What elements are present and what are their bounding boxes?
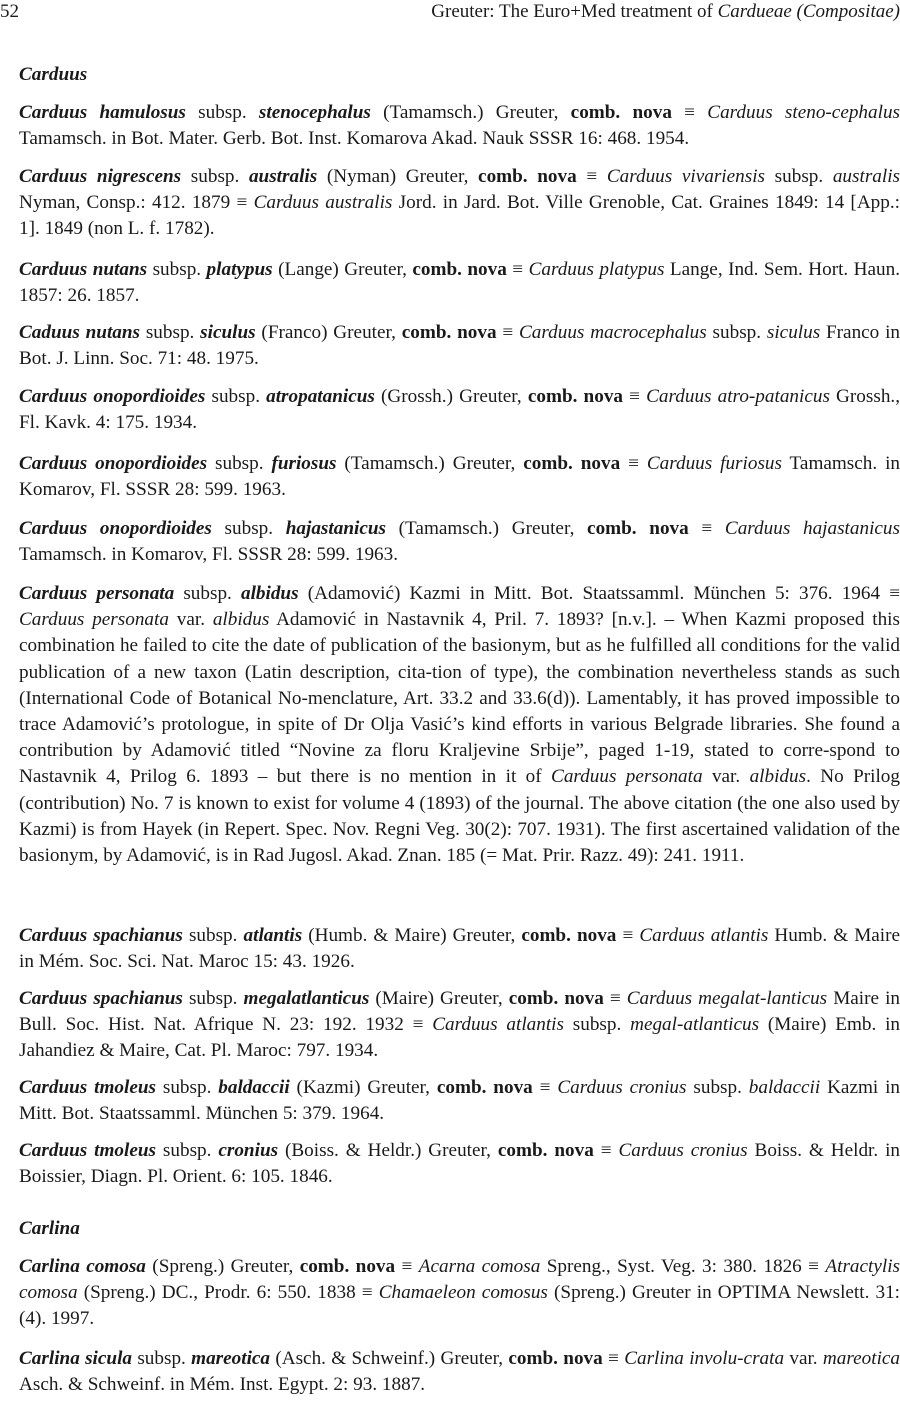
text-run: Humb. & Maire in Mém. Soc. Sci. Nat. Maroc 15: 43. 1926. [19, 925, 900, 973]
comb-nova-label: comb. nova [587, 518, 689, 539]
text-run: ≡ [593, 1140, 619, 1161]
text-run: (Franco) Greuter, [255, 322, 402, 343]
nomenclature-entry [19, 923, 900, 975]
italic-name: Carduus steno-cephalus [707, 102, 900, 123]
text-run: (Humb. & Maire) Greuter, [302, 925, 522, 946]
text-run: (Grossh.) Greuter, [374, 386, 528, 407]
italic-name: Carduus vivariensis [606, 166, 766, 187]
text-run: Franco in Bot. J. Linn. Soc. 71: 48. 1975. [19, 322, 900, 370]
genus-heading-carduus: Carduus [19, 64, 88, 85]
text-run: Greuter: The Euro+Med treatment of [431, 1, 718, 22]
comb-nova-label: comb. nova [478, 166, 577, 187]
text-run: Lange, Ind. Sem. Hort. Haun. 1857: 26. 1857. [19, 259, 900, 307]
italic-name: Carduus macrocephalus [519, 322, 707, 343]
text-run: subsp. [147, 259, 207, 280]
italic-name: baldaccii [748, 1077, 821, 1098]
nomenclature-entry [19, 320, 900, 372]
text-run: ≡ [576, 166, 607, 187]
nomenclature-entry [19, 257, 900, 309]
text-run: ≡ [532, 1077, 558, 1098]
comb-nova-label: comb. nova [412, 259, 507, 280]
taxon-name: Carduus hamulosus [19, 102, 186, 123]
taxon-name: Carduus tmoleus [19, 1077, 156, 1098]
taxon-name: stenocephalus [258, 102, 371, 123]
comb-nova-label: comb. nova [299, 1256, 396, 1277]
comb-nova-label: comb. nova [401, 322, 497, 343]
taxon-name: Carduus onopordioides [19, 518, 212, 539]
text-run: Boiss. & Heldr. in Boissier, Diagn. Pl. Orient. 6: 105. 1846. [19, 1140, 900, 1188]
nomenclature-entry [19, 451, 900, 503]
italic-name: Carduus furiosus [646, 453, 782, 474]
taxon-name: furiosus [271, 453, 337, 474]
text-run: (Adamović) Kazmi in Mitt. Bot. Staatssamml. München 5: 376. 1964 ≡ [298, 583, 900, 604]
taxon-name: atlantis [243, 925, 303, 946]
taxon-name: australis [248, 166, 318, 187]
text-run: subsp. [132, 1348, 192, 1369]
text-run: subsp. [563, 1014, 631, 1036]
nomenclature-entry [19, 100, 900, 152]
text-run: subsp. [706, 322, 767, 343]
text-run: (Maire) Greuter, [369, 988, 509, 1009]
text-run: subsp. [155, 1077, 219, 1098]
taxon-name: Carduus tmoleus [19, 1140, 157, 1161]
text-run: ≡ [603, 988, 627, 1009]
text-run: (Boiss. & Heldr.) Greuter, [278, 1140, 498, 1161]
taxon-name: Carlina comosa [19, 1256, 146, 1277]
text-run: subsp. [185, 102, 259, 123]
comb-nova-label: comb. nova [527, 386, 624, 407]
text-run: (Tamamsch.) Greuter, [385, 518, 588, 539]
text-run: ≡ [623, 386, 647, 407]
italic-name: Carduus atro-patanicus [646, 386, 830, 407]
taxon-name: atropatanicus [266, 386, 375, 407]
taxon-name: Caduus nutans [19, 322, 141, 343]
text-run: (Tamamsch.) Greuter, [370, 102, 571, 123]
comb-nova-label: comb. nova [508, 1348, 603, 1369]
taxon-name: Carduus onopordioides [19, 386, 206, 407]
taxon-name: Carduus nigrescens [19, 166, 182, 187]
text-run: subsp. [156, 1140, 219, 1161]
italic-name: albidus [212, 609, 270, 631]
taxon-name: Carduus spachianus [19, 988, 183, 1009]
nomenclature-entry [19, 1254, 900, 1333]
taxon-name: albidus [240, 583, 299, 604]
nomenclature-entry [19, 516, 900, 568]
taxon-name: siculus [200, 322, 256, 343]
italic-name: australis [832, 166, 900, 187]
text-run: Tamamsch. in Komarov, Fl. SSSR 28: 599. 1963. [19, 544, 399, 566]
comb-nova-label: comb. nova [497, 1140, 594, 1161]
text-run: var. [702, 766, 750, 788]
text-run: Adamović in Nastavnik 4, Pril. 7. 1893? [n.v.]. – When Kazmi proposed this combination he failed to cite the date of publication of the basionym, but as he fulfilled all conditions for the valid publication of a new taxon (Latin description, cita-tion of type), the combination nevertheless stands as such (International Code of Botanical No-menclature, Art. 33.2 and 33.6(d)). Lamentably, it has proved impossible to trace Adamović’s protologue, in spite of Dr Olja Vasić’s kind efforts in various Belgrade libraries. She found a contribution by Adamović titled “Novine za floru Kraljevine Srbije”, paged 1-19, stated to corre-spond to Nastavnik 4, Prilog 6. 1893 – but there is no mention in it of [19, 609, 900, 788]
text-run: subsp. [140, 322, 201, 343]
taxon-name: Carlina sicula [19, 1348, 133, 1369]
text-run: (Lange) Greuter, [272, 259, 413, 280]
italic-name: Carduus atlantis [639, 925, 769, 946]
text-run: Spreng., Syst. Veg. 3: 380. 1826 ≡ [540, 1256, 826, 1277]
text-run: subsp. [765, 166, 833, 187]
nomenclature-entry [19, 581, 900, 869]
text-run: subsp. [686, 1077, 749, 1098]
italic-name: siculus [766, 322, 821, 343]
italic-name: mareotica [822, 1348, 900, 1369]
taxon-name: mareotica [191, 1348, 271, 1369]
italic-name: Carduus personata [19, 609, 169, 631]
text-run: Tamamsch. in Komarov, Fl. SSSR 28: 599. 1963. [19, 453, 900, 501]
text-run: Maire in Bull. Soc. Hist. Nat. Afrique N. 23: 192. 1932 ≡ [19, 988, 900, 1036]
text-run: Nyman, Consp.: 412. 1879 ≡ [19, 192, 254, 214]
nomenclature-entry [19, 384, 900, 436]
text-run: . No Prilog (contribution) No. 7 is known to exist for volume 4 (1893) of the journal. The above citation (the one also used by Kazmi) is from Hayek (in Repert. Spec. Nov. Regni Veg. 30(2): 707. 1931). The first ascertained validation of the basionym, by Adamović, is in Rad Jugosl. Akad. Znan. 185 (= Mat. Prir. Razz. 49): 241. 1911. [19, 766, 900, 867]
text-run: ≡ [506, 259, 529, 280]
italic-name: Cardueae (Compositae) [717, 1, 900, 22]
italic-name: megal-atlanticus [630, 1014, 760, 1036]
taxon-name: Carduus personata [19, 583, 175, 604]
running-head [0, 0, 900, 24]
page-number: 52 [0, 1, 19, 22]
nomenclature-entry [19, 1138, 900, 1190]
text-run: (Maire) Emb. in Jahandiez & Maire, Cat. Pl. Maroc: 797. 1934. [19, 1014, 900, 1062]
italic-name: Carduus atlantis [432, 1014, 564, 1036]
text-run: subsp. [182, 925, 244, 946]
text-run: (Nyman) Greuter, [317, 166, 479, 187]
nomenclature-entry [19, 986, 900, 1065]
italic-name: Carduus australis [253, 192, 393, 214]
text-run: (Spreng.) Greuter in OPTIMA Newslett. 31: (4). 1997. [19, 1282, 900, 1330]
text-run: subsp. [207, 453, 272, 474]
italic-name: Chamaeleon comosus [378, 1282, 548, 1304]
taxon-name: Carduus onopordioides [19, 453, 208, 474]
text-run: subsp. [181, 166, 249, 187]
nomenclature-entry [19, 164, 900, 243]
text-run: subsp. [211, 518, 286, 539]
text-run: ≡ [602, 1348, 625, 1369]
text-run: ≡ [496, 322, 519, 343]
text-run: ≡ [671, 102, 708, 123]
comb-nova-label: comb. nova [508, 988, 604, 1009]
text-run: Asch. & Schweinf. in Mém. Inst. Egypt. 2: 93. 1887. [19, 1374, 426, 1396]
comb-nova-label: comb. nova [523, 453, 621, 474]
taxon-name: cronius [218, 1140, 279, 1161]
text-run: Jord. in Jard. Bot. Ville Grenoble, Cat. Graines 1849: 14 [App.: 1]. 1849 (non L. f. 1782). [19, 192, 900, 240]
nomenclature-entry [19, 1075, 900, 1127]
taxon-name: Carduus spachianus [19, 925, 183, 946]
text-run: (Spreng.) Greuter, [145, 1256, 300, 1277]
italic-name: Acarna comosa [418, 1256, 541, 1277]
italic-name: Carduus platypus [528, 259, 665, 280]
italic-name: Carduus hajastanicus [724, 518, 900, 539]
italic-name: Carduus megalat-lanticus [626, 988, 828, 1009]
nomenclature-entry [19, 1346, 900, 1398]
comb-nova-label: comb. nova [436, 1077, 533, 1098]
text-run: (Asch. & Schweinf.) Greuter, [270, 1348, 509, 1369]
italic-name: Carduus cronius [618, 1140, 748, 1161]
text-run: subsp. [182, 988, 244, 1009]
text-run: ≡ [616, 925, 640, 946]
text-run: Tamamsch. in Bot. Mater. Gerb. Bot. Inst. Komarova Akad. Nauk SSSR 16: 468. 1954. [19, 128, 690, 150]
running-head-title [431, 0, 900, 24]
taxon-name: platypus [206, 259, 273, 280]
text-run: var. [168, 609, 213, 631]
text-run: subsp. [174, 583, 241, 604]
text-run: ≡ [395, 1256, 419, 1277]
text-run: ≡ [688, 518, 725, 539]
italic-name: albidus [749, 766, 807, 788]
text-run: Grossh., Fl. Kavk. 4: 175. 1934. [19, 386, 900, 434]
genus-heading-carlina: Carlina [19, 1218, 80, 1239]
text-run: ≡ [620, 453, 647, 474]
taxon-name: baldaccii [218, 1077, 290, 1098]
italic-name: Carduus cronius [557, 1077, 687, 1098]
italic-name: Atractylis comosa [19, 1256, 900, 1304]
comb-nova-label: comb. nova [521, 925, 617, 946]
taxon-name: Carduus nutans [19, 259, 148, 280]
italic-name: Carduus personata [551, 766, 703, 788]
text-run: (Spreng.) DC., Prodr. 6: 550. 1838 ≡ [77, 1282, 379, 1304]
text-run: subsp. [205, 386, 267, 407]
text-run: var. [784, 1348, 823, 1369]
text-run: Kazmi in Mitt. Bot. Staatssamml. München 5: 379. 1964. [19, 1077, 900, 1125]
text-run: (Tamamsch.) Greuter, [336, 453, 524, 474]
italic-name: Carlina involu-crata [624, 1348, 785, 1369]
taxon-name: megalatlanticus [243, 988, 370, 1009]
comb-nova-label: comb. nova [570, 102, 672, 123]
taxon-name: hajastanicus [285, 518, 386, 539]
text-run: (Kazmi) Greuter, [289, 1077, 437, 1098]
